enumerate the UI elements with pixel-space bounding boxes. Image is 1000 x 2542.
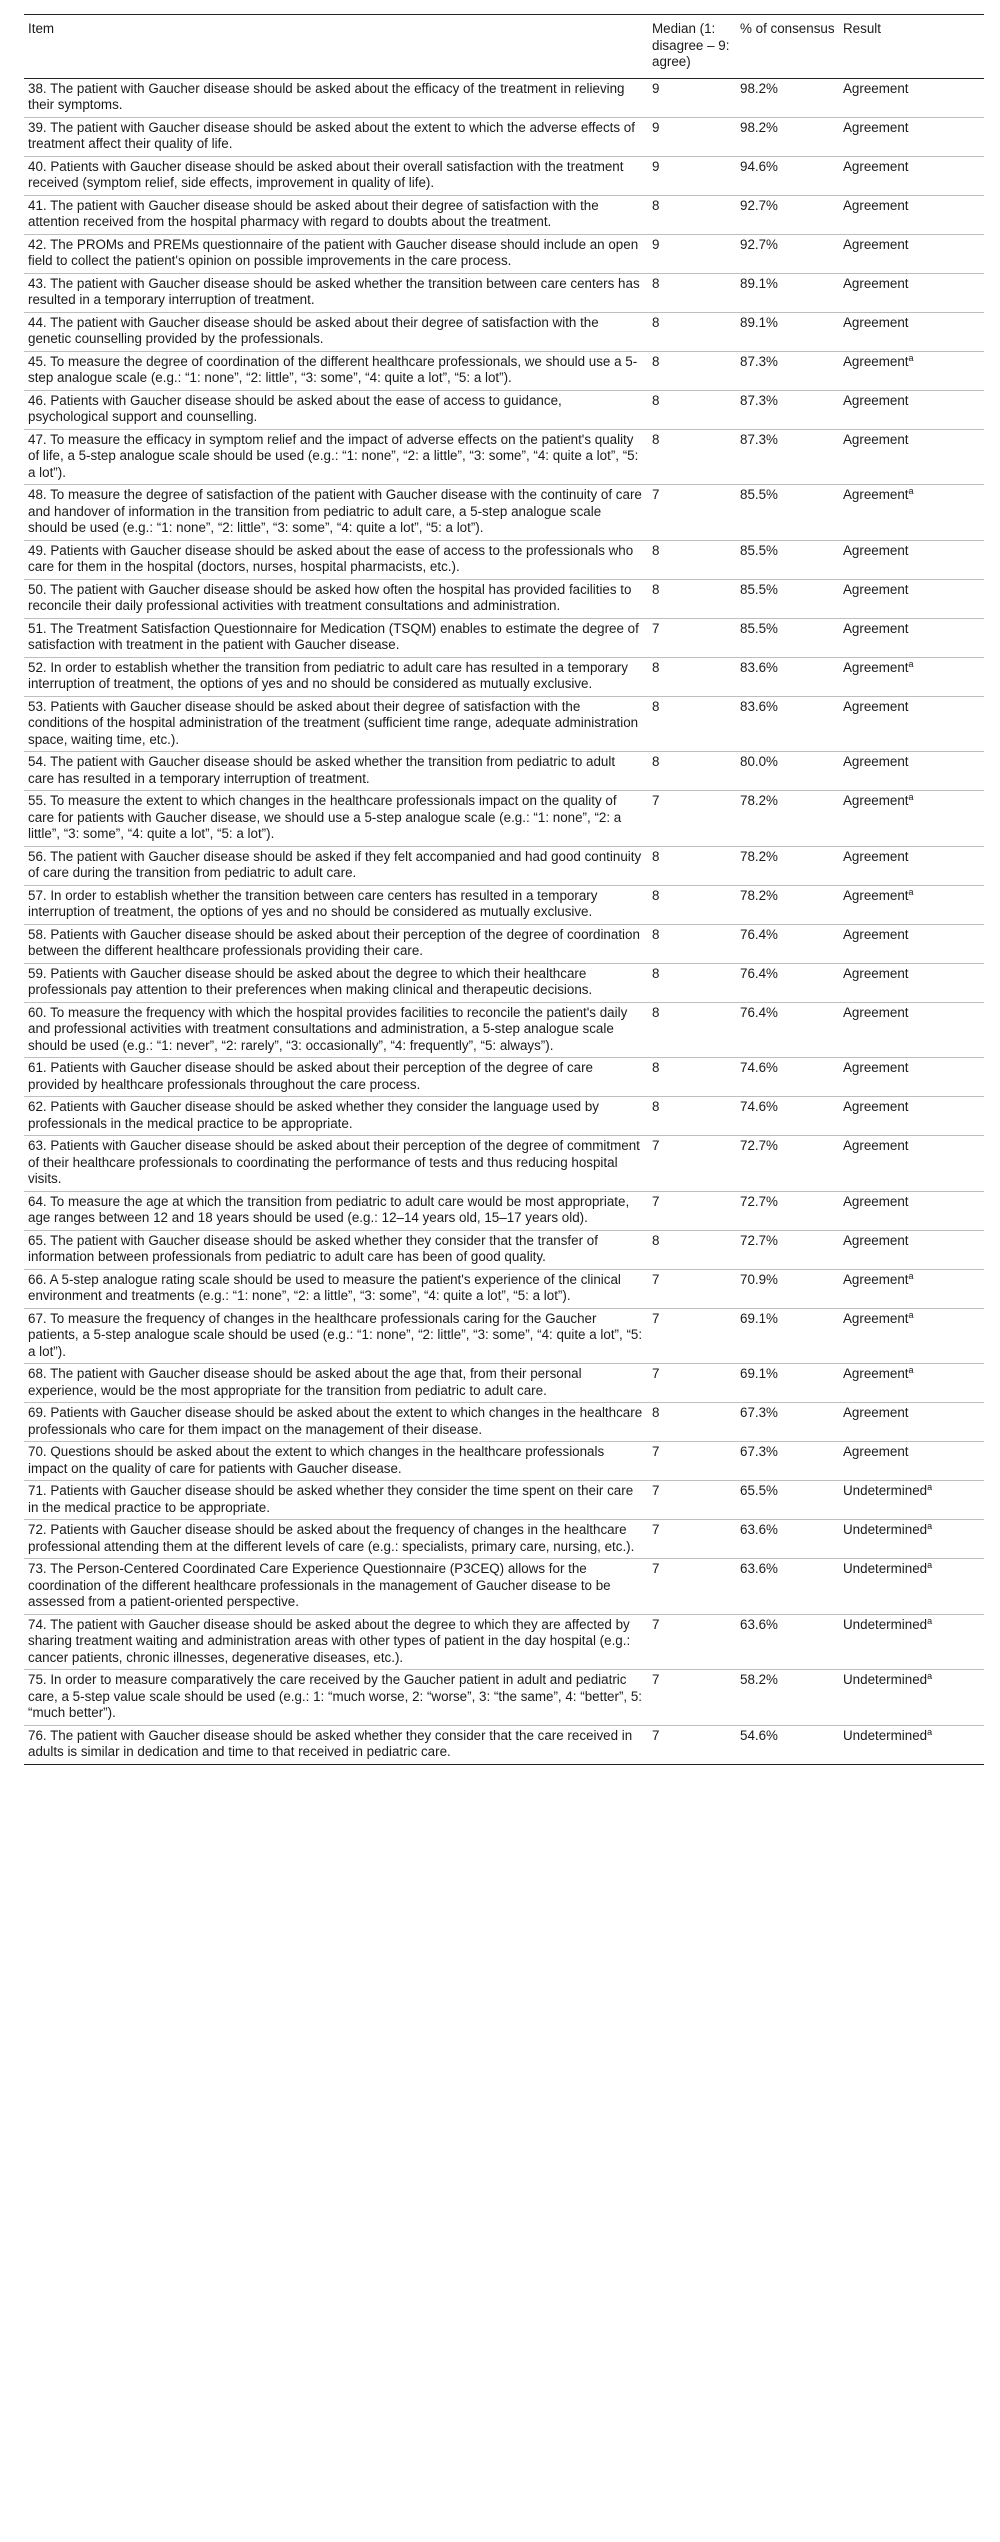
table-row — [24, 1559, 984, 1615]
median-cell: 9 — [648, 117, 736, 156]
consensus-cell: 89.1% — [736, 312, 839, 351]
consensus-cell: 63.6% — [736, 1614, 839, 1670]
item-cell: 68. The patient with Gaucher disease should be asked about the age that, from their personal experience, would be the most appropriate for the transition from pediatric to adult care. — [24, 1364, 648, 1403]
table-body — [24, 78, 984, 1764]
median-cell: 8 — [648, 1230, 736, 1269]
median-cell: 7 — [648, 1308, 736, 1364]
item-cell: 48. To measure the degree of satisfaction of the patient with Gaucher disease with the continuity of care and handover of information in the transition from pediatric to adult care, a 5-step analogue scale should be used (e.g.: “1: none”, “2: little”, “3: some”, “4: quite a lot”, “5: a lot”). — [24, 485, 648, 541]
median-cell: 8 — [648, 429, 736, 485]
table-row — [24, 1058, 984, 1097]
table-row — [24, 156, 984, 195]
consensus-cell: 69.1% — [736, 1364, 839, 1403]
item-cell: 74. The patient with Gaucher disease should be asked about the degree to which they are affected by sharing treatment waiting and administration areas with other types of patient in the day hospital (e.g.: cancer patients, chronic illnesses, degenerative diseases, etc.). — [24, 1614, 648, 1670]
footnote-marker: a — [927, 1726, 933, 1737]
item-cell: 64. To measure the age at which the transition from pediatric to adult care would be most appropriate, age ranges between 12 and 18 years should be used (e.g.: 12–14 years old, 15–17 years old). — [24, 1191, 648, 1230]
item-cell: 50. The patient with Gaucher disease should be asked how often the hospital has provided facilities to reconcile their daily professional activities with treatment consultations and administration. — [24, 579, 648, 618]
consensus-cell: 78.2% — [736, 846, 839, 885]
table-row — [24, 1481, 984, 1520]
result-label: Agreement — [843, 926, 909, 942]
result-label: Undetermined — [843, 1522, 928, 1537]
consensus-cell: 80.0% — [736, 752, 839, 791]
table-row — [24, 1002, 984, 1058]
result-label: Agreement — [843, 1060, 909, 1075]
result-label: Agreement — [843, 848, 909, 864]
consensus-cell: 76.4% — [736, 1002, 839, 1058]
result-cell — [839, 1230, 984, 1269]
consensus-cell: 54.6% — [736, 1725, 839, 1764]
consensus-cell: 74.6% — [736, 1097, 839, 1136]
item-cell: 44. The patient with Gaucher disease should be asked about their degree of satisfaction with the genetic counselling provided by the professionals. — [24, 312, 648, 351]
median-cell: 8 — [648, 390, 736, 429]
table-row — [24, 78, 984, 117]
item-cell: 39. The patient with Gaucher disease should be asked about the extent to which the adverse effects of treatment affect their quality of life. — [24, 117, 648, 156]
median-cell: 8 — [648, 1058, 736, 1097]
result-label: Agreement — [843, 431, 909, 447]
consensus-cell: 72.7% — [736, 1136, 839, 1192]
result-label: Agreement — [843, 1004, 909, 1020]
item-cell: 59. Patients with Gaucher disease should be asked about the degree to which their healthcare professionals pay attention to their preferences when making clinical and therapeutic decisions. — [24, 963, 648, 1002]
consensus-cell: 67.3% — [736, 1403, 839, 1442]
result-cell — [839, 846, 984, 885]
item-cell: 69. Patients with Gaucher disease should be asked about the extent to which changes in the healthcare professionals who care for them impact on the management of their disease. — [24, 1403, 648, 1442]
consensus-cell: 76.4% — [736, 963, 839, 1002]
median-cell: 8 — [648, 351, 736, 390]
consensus-cell: 98.2% — [736, 117, 839, 156]
table-row — [24, 791, 984, 847]
item-cell: 63. Patients with Gaucher disease should be asked about their perception of the degree of commitment of their healthcare professionals to coordinating the performance of tests and thus reducing hospital visits. — [24, 1136, 648, 1192]
item-cell: 41. The patient with Gaucher disease should be asked about their degree of satisfaction with the attention received from the hospital pharmacy with regard to doubts about the treatment. — [24, 195, 648, 234]
table-row — [24, 1230, 984, 1269]
result-cell — [839, 791, 984, 847]
consensus-cell: 76.4% — [736, 924, 839, 963]
median-cell: 8 — [648, 657, 736, 696]
result-label: Agreement — [843, 197, 909, 213]
result-cell — [839, 117, 984, 156]
median-cell: 8 — [648, 540, 736, 579]
item-cell: 51. The Treatment Satisfaction Questionnaire for Medication (TSQM) enables to estimate the degree of satisfaction with treatment in the patient with Gaucher disease. — [24, 618, 648, 657]
result-label: Agreement — [843, 1193, 909, 1209]
item-cell: 65. The patient with Gaucher disease should be asked whether they consider that the transfer of information between professionals from pediatric to adult care has been of good quality. — [24, 1230, 648, 1269]
median-cell: 9 — [648, 156, 736, 195]
item-cell: 60. To measure the frequency with which the hospital provides facilities to reconcile the patient's daily and professional activities with treatment consultations and administration, a 5-step analogue scale should be used (e.g.: “1: never”, “2: rarely”, “3: occasionally”, “4: frequently”, “5: always”). — [24, 1002, 648, 1058]
consensus-cell: 98.2% — [736, 78, 839, 117]
result-cell — [839, 485, 984, 541]
result-label: Agreement — [843, 1310, 909, 1326]
result-label: Undetermined — [843, 1616, 928, 1632]
table-row — [24, 1614, 984, 1670]
median-cell: 8 — [648, 1097, 736, 1136]
footnote-marker: a — [908, 1270, 914, 1281]
consensus-table — [24, 14, 984, 1765]
result-cell — [839, 1269, 984, 1308]
median-cell: 7 — [648, 1670, 736, 1726]
footnote-marker: a — [927, 1482, 933, 1492]
result-cell — [839, 924, 984, 963]
result-label: Agreement — [843, 1405, 909, 1420]
result-label: Agreement — [843, 236, 909, 252]
item-cell: 57. In order to establish whether the transition between care centers has resulted in a temporary interruption of treatment, the options of yes and no should be considered as mutually exclusive. — [24, 885, 648, 924]
item-cell: 45. To measure the degree of coordination of the different healthcare professionals, we should use a 5-step analogue scale (e.g.: “1: none”, “2: little”, “3: some”, “4: quite a lot”, “5: a lot”). — [24, 351, 648, 390]
result-cell — [839, 234, 984, 273]
result-cell — [839, 1670, 984, 1726]
consensus-cell: 85.5% — [736, 540, 839, 579]
median-cell: 7 — [648, 1559, 736, 1615]
result-label: Agreement — [843, 392, 909, 408]
header-median: Median (1: disagree – 9: agree) — [648, 15, 736, 79]
result-cell — [839, 1520, 984, 1559]
table-row — [24, 351, 984, 390]
table-row — [24, 1364, 984, 1403]
item-cell: 62. Patients with Gaucher disease should be asked whether they consider the language used by professionals in the medical practice to be appropriate. — [24, 1097, 648, 1136]
result-label: Agreement — [843, 158, 909, 174]
table-row — [24, 540, 984, 579]
table-row — [24, 195, 984, 234]
median-cell: 7 — [648, 1191, 736, 1230]
item-cell: 67. To measure the frequency of changes in the healthcare professionals caring for the Gaucher patients, a 5-step analogue scale should be used (e.g.: “1: none”, “2: little”, “3: some”, “4: quite a lot”, “5: a lot”). — [24, 1308, 648, 1364]
result-cell — [839, 540, 984, 579]
item-cell: 49. Patients with Gaucher disease should be asked about the ease of access to the professionals who care for them in the hospital (doctors, nurses, hospital pharmacists, etc.). — [24, 540, 648, 579]
result-cell — [839, 429, 984, 485]
result-label: Agreement — [843, 659, 909, 675]
item-cell: 38. The patient with Gaucher disease should be asked about the efficacy of the treatment in relieving their symptoms. — [24, 78, 648, 117]
consensus-cell: 63.6% — [736, 1559, 839, 1615]
item-cell: 43. The patient with Gaucher disease should be asked whether the transition between care centers has resulted in a temporary interruption of treatment. — [24, 273, 648, 312]
result-cell — [839, 195, 984, 234]
result-label: Agreement — [843, 80, 909, 96]
result-label: Agreement — [843, 542, 909, 558]
consensus-cell: 92.7% — [736, 234, 839, 273]
consensus-cell: 78.2% — [736, 791, 839, 847]
table-row — [24, 1670, 984, 1726]
result-label: Agreement — [843, 620, 909, 636]
consensus-cell: 87.3% — [736, 390, 839, 429]
result-label: Agreement — [843, 314, 909, 330]
consensus-cell: 72.7% — [736, 1191, 839, 1230]
item-cell: 71. Patients with Gaucher disease should be asked whether they consider the time spent on their care in the medical practice to be appropriate. — [24, 1481, 648, 1520]
result-label: Agreement — [843, 754, 909, 769]
result-cell — [839, 696, 984, 752]
item-cell: 75. In order to measure comparatively the care received by the Gaucher patient in adult and pediatric care, a 5-step value scale should be used (e.g.: 1: “much worse, 2: “worse”, 3: “the same”, 4: “better”, 5: “much better”). — [24, 1670, 648, 1726]
result-label: Agreement — [843, 1271, 909, 1287]
consensus-cell: 63.6% — [736, 1520, 839, 1559]
result-cell — [839, 273, 984, 312]
result-label: Agreement — [843, 698, 909, 714]
footnote-marker: a — [908, 886, 914, 897]
result-cell — [839, 390, 984, 429]
table-row — [24, 390, 984, 429]
consensus-cell: 89.1% — [736, 273, 839, 312]
table-row — [24, 885, 984, 924]
median-cell: 7 — [648, 791, 736, 847]
consensus-cell: 85.5% — [736, 485, 839, 541]
header-result: Result — [839, 15, 984, 79]
consensus-cell: 70.9% — [736, 1269, 839, 1308]
median-cell: 7 — [648, 485, 736, 541]
result-cell — [839, 752, 984, 791]
result-label: Agreement — [843, 487, 909, 502]
item-cell: 47. To measure the efficacy in symptom relief and the impact of adverse effects on the patient's quality of life, a 5-step analogue scale should be used (e.g.: “1: none”, “2: a little”, “3: some”, “4: quite a lot”, “5: a lot”). — [24, 429, 648, 485]
median-cell: 7 — [648, 618, 736, 657]
item-cell: 61. Patients with Gaucher disease should be asked about their perception of the degree of care provided by healthcare professionals throughout the care process. — [24, 1058, 648, 1097]
table-row — [24, 924, 984, 963]
result-label: Agreement — [843, 1099, 909, 1114]
median-cell: 7 — [648, 1481, 736, 1520]
item-cell: 55. To measure the extent to which changes in the healthcare professionals impact on the quality of care for patients with Gaucher disease, we should use a 5-step analogue scale (e.g.: “1: none”, “2: a little”, “3: some”, “4: quite a lot”, “5: a lot”). — [24, 791, 648, 847]
footnote-marker: a — [908, 1309, 914, 1320]
consensus-cell: 83.6% — [736, 696, 839, 752]
table-row — [24, 1097, 984, 1136]
consensus-cell: 72.7% — [736, 1230, 839, 1269]
consensus-cell: 87.3% — [736, 351, 839, 390]
median-cell: 7 — [648, 1136, 736, 1192]
consensus-cell: 85.5% — [736, 618, 839, 657]
table-row — [24, 1191, 984, 1230]
median-cell: 8 — [648, 195, 736, 234]
item-cell: 53. Patients with Gaucher disease should be asked about their degree of satisfaction with the conditions of the hospital administration of the treatment (sufficient time range, adequate administration space, waiting time, etc.). — [24, 696, 648, 752]
item-cell: 40. Patients with Gaucher disease should be asked about their overall satisfaction with the treatment received (symptom relief, side effects, improvement in quality of life). — [24, 156, 648, 195]
result-cell — [839, 1308, 984, 1364]
consensus-cell: 87.3% — [736, 429, 839, 485]
table-row — [24, 1520, 984, 1559]
consensus-cell: 83.6% — [736, 657, 839, 696]
table-row — [24, 696, 984, 752]
result-cell — [839, 1097, 984, 1136]
item-cell: 52. In order to establish whether the transition from pediatric to adult care has resulted in a temporary interruption of treatment, the options of yes and no should be considered as mutually exclusive. — [24, 657, 648, 696]
result-cell — [839, 1442, 984, 1481]
footnote-marker: a — [927, 1560, 933, 1570]
header-item: Item — [24, 15, 648, 79]
item-cell: 73. The Person-Centered Coordinated Care Experience Questionnaire (P3CEQ) allows for the coordination of the different healthcare professionals in the management of Gaucher disease to be assessed from a patient-oriented perspective. — [24, 1559, 648, 1615]
median-cell: 7 — [648, 1614, 736, 1670]
median-cell: 7 — [648, 1442, 736, 1481]
table-row — [24, 1308, 984, 1364]
item-cell: 46. Patients with Gaucher disease should be asked about the ease of access to guidance, psychological support and counselling. — [24, 390, 648, 429]
result-label: Undetermined — [843, 1727, 928, 1743]
table-row — [24, 429, 984, 485]
item-cell: 66. A 5-step analogue rating scale should be used to measure the patient's experience of the clinical environment and treatments (e.g.: “1: none”, “2: a little”, “3: some”, “4: quite a lot”, “5: a lot”). — [24, 1269, 648, 1308]
result-label: Agreement — [843, 793, 909, 808]
footnote-marker: a — [927, 1671, 933, 1681]
footnote-marker: a — [908, 1365, 914, 1375]
item-cell: 54. The patient with Gaucher disease should be asked whether the transition from pediatric to adult care has resulted in a temporary interruption of treatment. — [24, 752, 648, 791]
table-row — [24, 846, 984, 885]
result-cell — [839, 1481, 984, 1520]
median-cell: 8 — [648, 752, 736, 791]
table-row — [24, 579, 984, 618]
result-label: Undetermined — [843, 1483, 928, 1498]
table-row — [24, 485, 984, 541]
consensus-cell: 74.6% — [736, 1058, 839, 1097]
result-cell — [839, 1002, 984, 1058]
result-cell — [839, 1614, 984, 1670]
footnote-marker: a — [927, 1521, 933, 1531]
result-cell — [839, 156, 984, 195]
table-row — [24, 1136, 984, 1192]
consensus-cell: 58.2% — [736, 1670, 839, 1726]
footnote-marker: a — [908, 486, 914, 496]
result-cell — [839, 78, 984, 117]
result-cell — [839, 1058, 984, 1097]
table-row — [24, 1725, 984, 1764]
result-label: Agreement — [843, 581, 909, 597]
result-cell — [839, 1403, 984, 1442]
table-row — [24, 618, 984, 657]
median-cell: 8 — [648, 696, 736, 752]
table-row — [24, 1442, 984, 1481]
result-cell — [839, 351, 984, 390]
table-row — [24, 273, 984, 312]
footnote-marker: a — [908, 792, 914, 802]
median-cell: 7 — [648, 1520, 736, 1559]
result-label: Agreement — [843, 1444, 909, 1459]
median-cell: 7 — [648, 1725, 736, 1764]
item-cell: 76. The patient with Gaucher disease should be asked whether they consider that the care received in adults is similar in dedication and time to that received in pediatric care. — [24, 1725, 648, 1764]
result-label: Agreement — [843, 1138, 909, 1153]
table-row — [24, 117, 984, 156]
consensus-cell: 85.5% — [736, 579, 839, 618]
consensus-cell: 94.6% — [736, 156, 839, 195]
consensus-cell: 67.3% — [736, 1442, 839, 1481]
median-cell: 8 — [648, 963, 736, 1002]
median-cell: 8 — [648, 924, 736, 963]
median-cell: 8 — [648, 273, 736, 312]
result-label: Agreement — [843, 887, 909, 903]
result-label: Agreement — [843, 275, 909, 291]
header-row — [24, 15, 984, 79]
item-cell: 70. Questions should be asked about the extent to which changes in the healthcare professionals impact on the quality of care for patients with Gaucher disease. — [24, 1442, 648, 1481]
result-cell — [839, 1725, 984, 1764]
consensus-table-container — [24, 14, 984, 1765]
result-label: Agreement — [843, 965, 909, 981]
item-cell: 56. The patient with Gaucher disease should be asked if they felt accompanied and had good continuity of care during the transition from pediatric to adult care. — [24, 846, 648, 885]
item-cell: 58. Patients with Gaucher disease should be asked about their perception of the degree of coordination between the different healthcare professionals providing their care. — [24, 924, 648, 963]
table-row — [24, 1269, 984, 1308]
result-label: Undetermined — [843, 1561, 928, 1576]
median-cell: 8 — [648, 312, 736, 351]
table-row — [24, 1403, 984, 1442]
result-label: Agreement — [843, 1366, 909, 1381]
result-cell — [839, 1364, 984, 1403]
median-cell: 7 — [648, 1269, 736, 1308]
footnote-marker: a — [908, 658, 914, 669]
median-cell: 9 — [648, 234, 736, 273]
item-cell: 42. The PROMs and PREMs questionnaire of the patient with Gaucher disease should include an open field to collect the patient's opinion on possible improvements in the care process. — [24, 234, 648, 273]
table-row — [24, 312, 984, 351]
consensus-cell: 92.7% — [736, 195, 839, 234]
consensus-cell: 78.2% — [736, 885, 839, 924]
table-row — [24, 752, 984, 791]
median-cell: 8 — [648, 885, 736, 924]
table-header — [24, 15, 984, 79]
median-cell: 8 — [648, 846, 736, 885]
table-row — [24, 657, 984, 696]
median-cell: 8 — [648, 1002, 736, 1058]
consensus-cell: 65.5% — [736, 1481, 839, 1520]
median-cell: 8 — [648, 1403, 736, 1442]
result-label: Undetermined — [843, 1672, 928, 1687]
median-cell: 9 — [648, 78, 736, 117]
result-cell — [839, 579, 984, 618]
result-cell — [839, 657, 984, 696]
header-consensus: % of consensus — [736, 15, 839, 79]
consensus-cell: 69.1% — [736, 1308, 839, 1364]
footnote-marker: a — [927, 1615, 933, 1626]
result-cell — [839, 618, 984, 657]
item-cell: 72. Patients with Gaucher disease should be asked about the frequency of changes in the healthcare professional attending them at the different levels of care (e.g.: specialists, primary care, nursing, etc.). — [24, 1520, 648, 1559]
result-cell — [839, 312, 984, 351]
result-label: Agreement — [843, 119, 909, 135]
table-row — [24, 234, 984, 273]
median-cell: 7 — [648, 1364, 736, 1403]
table-row — [24, 963, 984, 1002]
result-cell — [839, 885, 984, 924]
median-cell: 8 — [648, 579, 736, 618]
result-label: Agreement — [843, 1232, 909, 1248]
result-cell — [839, 1559, 984, 1615]
result-cell — [839, 1136, 984, 1192]
result-cell — [839, 963, 984, 1002]
result-label: Agreement — [843, 353, 909, 369]
result-cell — [839, 1191, 984, 1230]
footnote-marker: a — [908, 352, 914, 363]
